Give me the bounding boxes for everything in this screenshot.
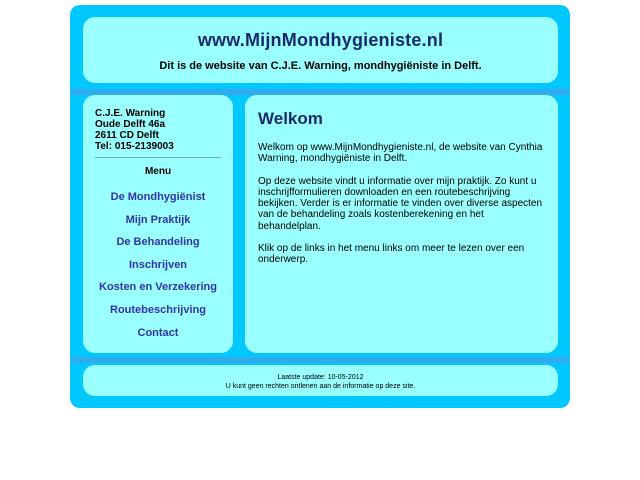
menu-link-kosten[interactable]: Kosten en Verzekering xyxy=(99,281,217,294)
menu-item xyxy=(95,300,221,323)
address-block xyxy=(95,108,221,152)
content-paragraph: Welkom op www.MijnMondhygieniste.nl, de website van Cynthia Warning, mondhygiëniste in Delft. xyxy=(258,142,543,165)
menu-item xyxy=(95,210,221,233)
page-frame xyxy=(70,5,570,408)
menu-link-mondhygienist[interactable]: De Mondhygiënist xyxy=(110,191,206,203)
last-updated: Laatste update: 10-05-2012 xyxy=(277,374,364,381)
menu-item xyxy=(95,255,221,278)
site-subtitle: Dit is de website van C.J.E. Warning, mondhygiëniste in Delft. xyxy=(159,60,482,72)
menu-title: Menu xyxy=(144,166,172,177)
menu-link-mijn-praktijk[interactable]: Mijn Praktijk xyxy=(125,213,191,226)
menu-link-inschrijven[interactable]: Inschrijven xyxy=(128,258,188,271)
menu-item xyxy=(95,232,221,255)
content-paragraph: Klik op de links in het menu links om meer te lezen over een onderwerp. xyxy=(258,243,525,266)
sidebar xyxy=(83,95,233,353)
menu-list xyxy=(95,187,221,345)
disclaimer: U kunt geen rechten ontlenen aan de informatie op deze site. xyxy=(225,383,416,390)
content-heading: Welkom xyxy=(258,109,323,128)
menu-link-contact[interactable]: Contact xyxy=(137,326,179,339)
sidebar-divider xyxy=(95,157,221,158)
address-name: C.J.E. Warning xyxy=(95,108,166,119)
header-panel xyxy=(83,17,558,83)
address-city: 2611 CD Delft xyxy=(95,130,159,141)
menu-item xyxy=(95,323,221,346)
menu-item xyxy=(95,187,221,210)
footer-panel xyxy=(83,365,558,396)
site-title: www.MijnMondhygieniste.nl xyxy=(197,30,444,50)
divider-strip xyxy=(70,357,570,363)
menu-item xyxy=(95,277,221,300)
menu-link-behandeling[interactable]: De Behandeling xyxy=(116,236,200,249)
content-paragraph: Op deze website vindt u informatie over mijn praktijk. Zo kunt u inschrijfformulieren downloaden en een routebeschrijving bekijken. Verder is er informatie te vinden over diverse aspecten van de behandeling zoals kostenberekening en het behandelplan. xyxy=(258,175,543,232)
address-phone: Tel: 015-2139003 xyxy=(95,141,174,152)
menu-link-routebeschrijving[interactable]: Routebeschrijving xyxy=(110,303,206,316)
address-street: Oude Delft 46a xyxy=(95,119,166,130)
main-content xyxy=(245,95,558,353)
